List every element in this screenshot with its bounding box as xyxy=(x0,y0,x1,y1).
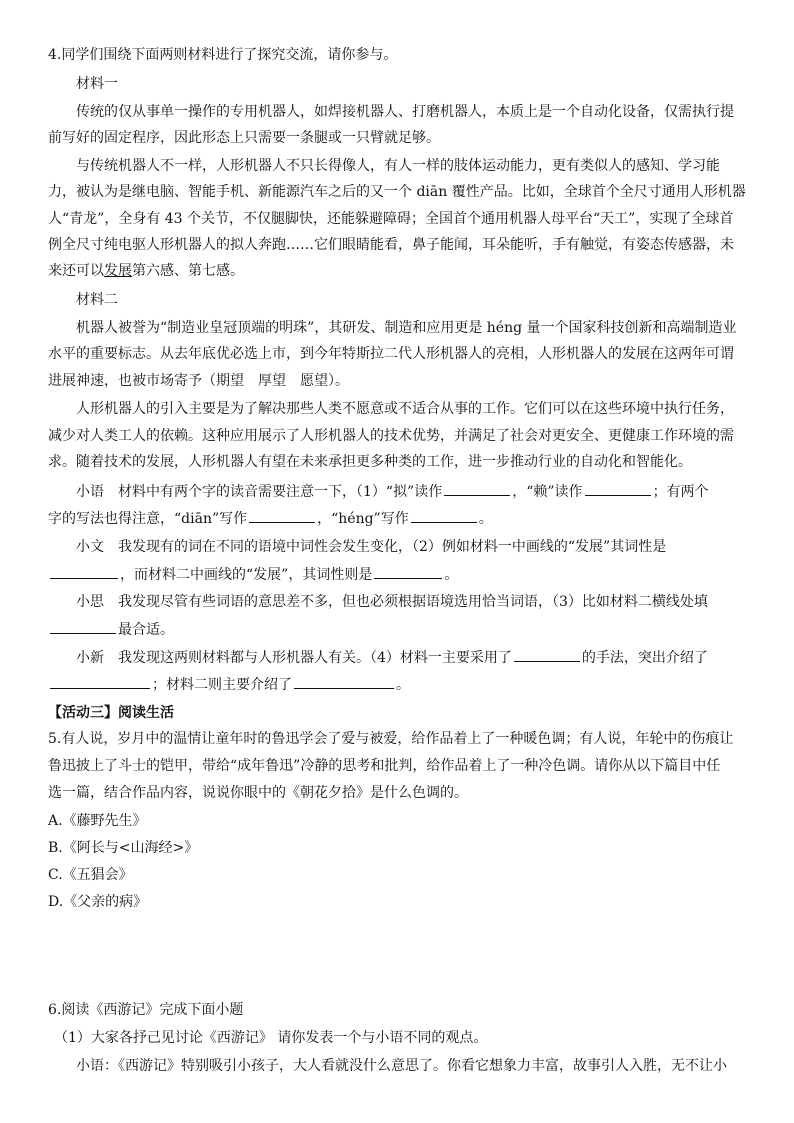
q5-line: 选一篇，结合作品内容，说说你眼中的《朝花夕拾》是什么色调的。 xyxy=(48,785,468,801)
xiaowen-text: 。 xyxy=(444,567,459,583)
m2-text: 求。随着技术的 xyxy=(48,454,146,470)
answer-blank-5[interactable] xyxy=(50,563,118,579)
answer-blank-8[interactable] xyxy=(514,646,580,662)
m2-text-line: 水平的重要标志。从去年底优必选上市，到今年特斯拉二代人形机器人的亮相，人形机器人的发展在这两年可谓 xyxy=(48,346,734,362)
answer-blank-10[interactable] xyxy=(294,673,394,689)
xiaoxin-text: 小新 我发现这两则材料都与人形机器人有关。（4）材料一主要采用了 xyxy=(76,650,512,666)
m1-text-line: 人“青龙”，全身有 43 个关节，不仅腿脚快，还能躲避障碍；全国首个通用机器人母平台“天工”，实现了全球首 xyxy=(48,211,734,227)
m2-text-line xyxy=(48,451,692,473)
q5-option-c[interactable]: C.《五猖会》 xyxy=(48,867,133,883)
m1-text: 第六感、第七感。 xyxy=(132,263,244,279)
q5-option-d[interactable]: D.《父亲的病》 xyxy=(48,894,148,910)
m1-text-line: 与传统机器人不一样，人形机器人不只长得像人，有人一样的肢体运动能力，更有类似人的感知、学习能 xyxy=(76,158,720,174)
xiaowen-line xyxy=(48,563,458,586)
xiaoyu-line xyxy=(48,507,493,530)
answer-blank-2[interactable] xyxy=(585,480,651,496)
xiaoyu-line xyxy=(76,480,709,503)
m1-text-line: 传统的仅从事单一操作的专用机器人，如焊接机器人、打磨机器人，本质上是一个自动化设备，仅需执行提 xyxy=(76,104,734,120)
answer-blank-4[interactable] xyxy=(411,507,477,523)
m2-text-line: 进展神速，也被市场寄予（期望 厚望 愿望）。 xyxy=(48,373,349,389)
q6-sub-question-1: （1）大家各抒己见讨论《西游记》 请你发表一个与小语不同的观点。 xyxy=(54,1030,488,1046)
xiaoyu-text: 小语 材料中有两个字的读音需要注意一下，（1）“拟”读作 xyxy=(76,484,443,500)
m1-text-line: 前写好的固定程序，因此形态上只需要一条腿或一只臂就足够。 xyxy=(48,130,440,146)
q6-xiaoyu-line: 小语：《西游记》特别吸引小孩子，大人看就没什么意思了。你看它想象力丰富，故事引人入胜，无不让小 xyxy=(76,1058,727,1074)
m1-text: 来还可以 xyxy=(48,263,104,279)
xiaoxin-line xyxy=(76,646,708,669)
answer-blank-6[interactable] xyxy=(374,563,442,579)
q4-intro: 4.同学们围绕下面两则材料进行了探究交流，请你参与。 xyxy=(48,47,398,63)
xiaosi-text: 最合适。 xyxy=(118,622,174,638)
xiaoyu-text: ；有两个 xyxy=(652,484,709,500)
m2-text: ，人形机器人有望在未来承担更多种类的工作，进一步推动行业的自动化和智能化。 xyxy=(174,454,692,470)
xiaoxin-text: 。 xyxy=(396,677,410,693)
xiaoyu-text: 字的写法也得注意，“diān”写作 xyxy=(48,511,248,527)
q5-line: 鲁迅披上了斗士的铠甲，带给“成年鲁迅”冷静的思考和批判，给作品着上了一种冷色调。请你从以下篇目中任 xyxy=(48,758,721,774)
xiaoyu-text: ，“héng”写作 xyxy=(317,511,409,527)
answer-blank-3[interactable] xyxy=(249,507,315,523)
xiaoxin-text: ；材料二则主要介绍了 xyxy=(152,677,292,693)
xiaoxin-line xyxy=(48,673,410,696)
xiaosi-line xyxy=(48,618,174,641)
q6-title: 6.阅读《西游记》完成下面小题 xyxy=(48,1002,244,1018)
m2-text-line: 机器人被誉为“制造业皇冠顶端的明珠”，其研发、制造和应用更是 héng 量一个国家科技创新和高端制造业 xyxy=(76,320,737,336)
m2-text-line: 人形机器人的引入主要是为了解决那些人类不愿意或不适合从事的工作。它们可以在这些环境中执行任务， xyxy=(76,401,734,417)
xiaoyu-text: 。 xyxy=(478,511,493,527)
xiaoyu-text: ，“赖”读作 xyxy=(512,484,583,500)
q5-option-b[interactable]: B.《阿长与<山海经>》 xyxy=(48,840,199,856)
xiaowen-line: 小文 我发现有的词在不同的语境中词性会发生变化，（2）例如材料一中画线的“发展”其词性是 xyxy=(76,539,667,555)
answer-blank-7[interactable] xyxy=(50,618,116,634)
material-1-title: 材料一 xyxy=(76,76,118,92)
xiaowen-text: ，而材料二中画线的“发展”，其词性则是 xyxy=(120,567,373,583)
m1-text-line: 例全尺寸纯电驱人形机器人的拟人奔跑……它们眼睛能看，鼻子能闻，耳朵能听，手有触觉，有姿态传感器，未 xyxy=(48,237,734,253)
xiaosi-line: 小思 我发现尽管有些词语的意思差不多，但也必须根据语境选用恰当词语，（3）比如材料二横线处填 xyxy=(76,594,708,610)
activity-3-heading: 【活动三】阅读生活 xyxy=(48,705,174,721)
m2-text: 发展 xyxy=(146,454,174,470)
m1-text-line xyxy=(48,260,244,282)
answer-blank-9[interactable] xyxy=(50,673,150,689)
underlined-word: 发展 xyxy=(104,263,132,279)
q5-option-a[interactable]: A.《藤野先生》 xyxy=(48,813,147,829)
m2-text-line: 减少对人类工人的依赖。这种应用展示了人形机器人的技术优势，并满足了社会对更安全、更健康工作环境的需 xyxy=(48,428,734,444)
q5-line: 5.有人说，岁月中的温情让童年时的鲁迅学会了爱与被爱，给作品着上了一种暖色调；有人说，年轮中的伤痕让 xyxy=(48,731,734,747)
answer-blank-1[interactable] xyxy=(444,480,510,496)
xiaoxin-text: 的手法，突出介绍了 xyxy=(581,650,708,666)
m1-text-line: 力，被认为是继电脑、智能手机、新能源汽车之后的又一个 diān 覆性产品。比如，全球首个全尺寸通用人形机器 xyxy=(48,184,746,200)
material-2-title: 材料二 xyxy=(76,292,118,308)
